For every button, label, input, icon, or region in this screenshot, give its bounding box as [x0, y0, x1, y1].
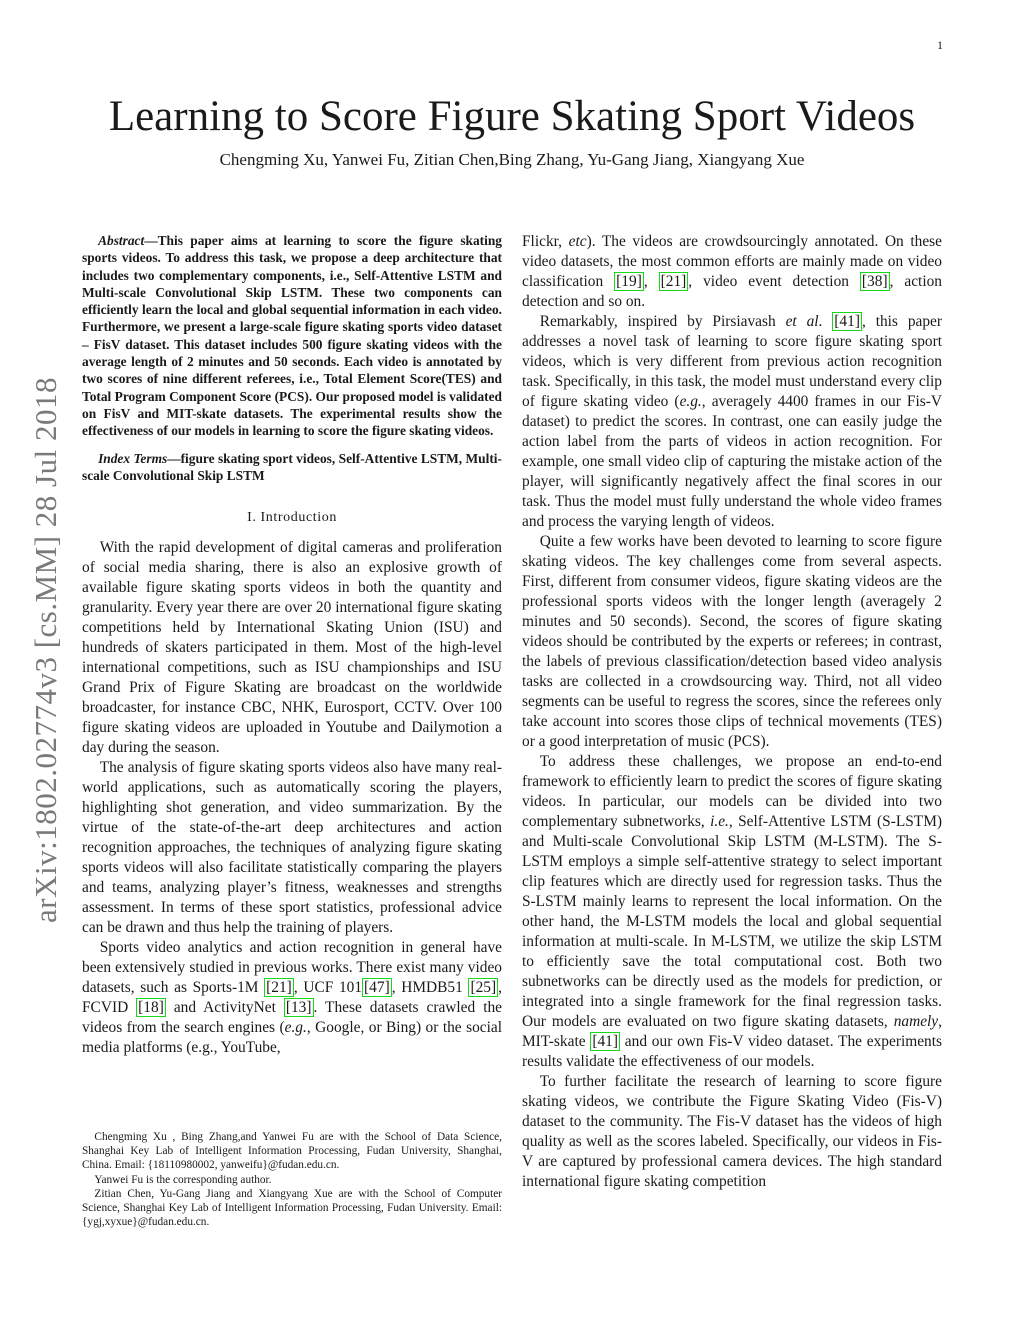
- text-run: , MIT-skate: [522, 1013, 942, 1050]
- paragraph: Quite a few works have been devoted to learning to score figure skating videos. The key challenges come from several aspects. First, different from consumer videos, figure skating videos are the professional sports videos with the longer length (averagely 2 minutes and 50 seconds). Second, the scores of figure skating videos should be contributed by the experts or referees; in contrast, the labels of previous classification/detection based video analysis tasks are collected in a crowdsourcing way. Third, not all video segments can be useful to regress the scores, since the referees only take account into scores those clips of technical movements (TES) or a good interpretation of music (PCS).: [522, 533, 942, 750]
- citation-link[interactable]: [25]: [470, 979, 497, 997]
- index-terms-text: —figure skating sport videos, Self-Attentive LSTM, Multi-scale Convolutional Skip LSTM: [82, 450, 502, 483]
- citation-link[interactable]: [38]: [861, 273, 888, 290]
- paragraph: [522, 232, 942, 312]
- arxiv-stamp-text: arXiv:1802.02774v3 [cs.MM] 28 Jul 2018: [28, 377, 63, 923]
- citation-link[interactable]: [13]: [285, 999, 312, 1017]
- text-run: To address these challenges, we propose an end-to-end framework to efficiently learn to predict the scores of figure skating videos. In particular, our models can be divided into two complementary subnetworks,: [522, 753, 942, 830]
- text-run: , video event detection: [688, 273, 860, 290]
- text-run: e.g.: [284, 1019, 307, 1037]
- citation-link[interactable]: [19]: [616, 273, 642, 290]
- citation-link[interactable]: [21]: [660, 273, 687, 290]
- text-run: , this paper addresses a novel task of learning to score figure skating sport videos, which is very different from previous action recognition task. Specifically, in this task, the model must understand every clip of figure skating video (: [522, 313, 942, 410]
- index-terms-label: Index Terms: [98, 450, 168, 466]
- text-run: i.e.: [710, 813, 729, 830]
- paragraph: With the rapid development of digital cameras and proliferation of social media sharing, there is also an explosive growth of available figure skating sports videos in both the quantity and granularity. Every year there are over 20 international figure skating competitions held by International Skating Union (ISU) and hundreds of skaters participated in them. Most of the high-level international competitions, such as ISU championships and ISU Grand Prix of Figure Skating are broadcast on the worldwide broadcaster, for instance CBC, NHK, Eurosport, CCTV. Over 100 figure skating videos are uploaded in Youtube and Dailymotion a day during the season.: [82, 539, 502, 757]
- text-run: , FCVID: [82, 979, 502, 1017]
- text-run: namely: [893, 1013, 939, 1030]
- citation-link[interactable]: [47]: [364, 979, 390, 997]
- abstract: [82, 232, 502, 440]
- footnote: Zitian Chen, Yu-Gang Jiang and Xiangyang Xue are with the School of Computer Science, Shanghai Key Lab of Intelligent Information Processing, Fudan University. Email: {ygj,xyxue}@fudan.edu.cn.: [82, 1187, 502, 1229]
- text-run: ). The videos are crowdsourcingly annotated. On these video datasets, the most common efforts are mainly made on video classification: [522, 233, 942, 290]
- section-heading: I. Introduction: [247, 510, 337, 526]
- footnote: Yanwei Fu is the corresponding author.: [94, 1173, 272, 1186]
- citation-link[interactable]: [41]: [834, 313, 860, 330]
- text-run: and ActivityNet: [165, 999, 284, 1017]
- paragraph: The analysis of figure skating sports videos also have many real-world applications, such as automatically scoring the players, highlighting shot generation, and video summarization. By the virtue of the state-of-the-art deep architectures and action recognition approaches, the techniques of analyzing figure skating sports videos will also facilitate statistically comparing the players and teams, analyzing player’s fitness, weaknesses and strengths assessment. In terms of these sport statistics, professional advice can be drawn and thus help the training of players.: [82, 759, 502, 937]
- text-run: Remarkably, inspired by Pirsiavash: [539, 313, 786, 330]
- paragraph: [82, 938, 502, 1058]
- text-run: , HMDB51: [391, 979, 469, 997]
- page-number: 1: [937, 38, 943, 52]
- text-run: . These datasets crawled the videos from the search engines (: [82, 999, 503, 1037]
- abstract-text: —This paper aims at learning to score the figure skating sports videos. To address this task, we propose a deep architecture that includes two complementary components, i.e., Self-Attentive LSTM and Multi-scale Convolutional Skip LSTM. These two components can efficiently learn the local and global sequential information in each video. Furthermore, we present a large-scale figure skating sports video dataset – FisV dataset. This dataset includes 500 figure skating videos with the average length of 2 minutes and 50 seconds. Each video is annotated by two scores of nine different referees, i.e., Total Element Score(TES) and Total Program Component Score (PCS). Our proposed model is validated on FisV and MIT-skate datasets. The experimental results show the effectiveness of our models in learning to score the figure skating videos.: [82, 233, 502, 439]
- citation-link[interactable]: [41]: [592, 1033, 618, 1050]
- text-run: Sports video analytics and action recognition in general have been extensively studied in previous works. There exist many video datasets, such as Sports-1M: [82, 939, 502, 997]
- paragraph: [522, 312, 942, 532]
- text-run: , UCF 101: [293, 979, 363, 997]
- text-run: and our own Fis-V video dataset. The experiments results validate the effectiveness of our models.: [522, 1033, 942, 1070]
- text-run: , Self-Attentive LSTM (S-LSTM) and Multi-scale Convolutional Skip LSTM (M-LSTM). The S-LSTM employs a simple self-attentive strategy to select important clip features which are directly used for regression tasks. Thus the S-LSTM mainly learns to represent the local information. On the other hand, the M-LSTM models the local and global sequential information at multi-scale. In M-LSTM, we utilize the skip LSTM to efficiently save the total computational cost. Both two subnetworks can be directly used as the models for prediction, or integrated into a single framework for the final regression tasks. Our models are evaluated on two figure skating datasets,: [522, 813, 942, 1030]
- text-run: ,: [643, 273, 659, 290]
- text-run: Flickr,: [522, 233, 569, 250]
- citation-link[interactable]: [21]: [266, 979, 292, 997]
- paragraph: [522, 752, 942, 1072]
- index-terms: [82, 450, 502, 485]
- text-run: , action detection and so on.: [522, 273, 942, 310]
- text-run: etc: [568, 233, 587, 250]
- text-run: , averagely 4400 frames in our Fis-V dataset) to predict the scores. In contrast, one can easily judge the action label from the parts of videos in action recognition. For example, one small video clip of capturing the mistake action of the player, will significantly negatively affect the final scores in our task. Thus the model must fully understand the whole video frames and process the varying length of videos.: [522, 393, 942, 530]
- right-column: [522, 232, 942, 1192]
- paragraph: To further facilitate the research of learning to score figure skating videos, we contribute the Figure Skating Video (Fis-V) dataset to the community. The Fis-V dataset has the videos of high quality as well as the scores labeled. Specifically, our videos in Fis-V are captured by professional camera devices. The high standard international figure skating competition: [522, 1073, 942, 1190]
- paper-title: Learning to Score Figure Skating Sport Videos: [108, 93, 916, 140]
- text-run: et al: [785, 313, 819, 330]
- footnotes: [82, 1130, 502, 1229]
- author-list: Chengming Xu, Yanwei Fu, Zitian Chen,Bing Zhang, Yu-Gang Jiang, Xiangyang Xue: [219, 150, 805, 169]
- text-run: , Google, or Bing) or the social media platforms (e.g., YouTube,: [82, 1019, 502, 1057]
- citation-link[interactable]: [18]: [138, 999, 164, 1017]
- text-run: .: [818, 313, 833, 330]
- left-column: [82, 232, 502, 1058]
- text-run: e.g.: [679, 393, 702, 410]
- footnote: Chengming Xu , Bing Zhang,and Yanwei Fu are with the School of Data Science, Shanghai Key Lab of Intelligent Information Processing, Fudan University, Shanghai, China. Email: {18110980002, yanweifu}@fudan.edu.cn.: [82, 1131, 502, 1172]
- abstract-label: Abstract: [98, 233, 145, 248]
